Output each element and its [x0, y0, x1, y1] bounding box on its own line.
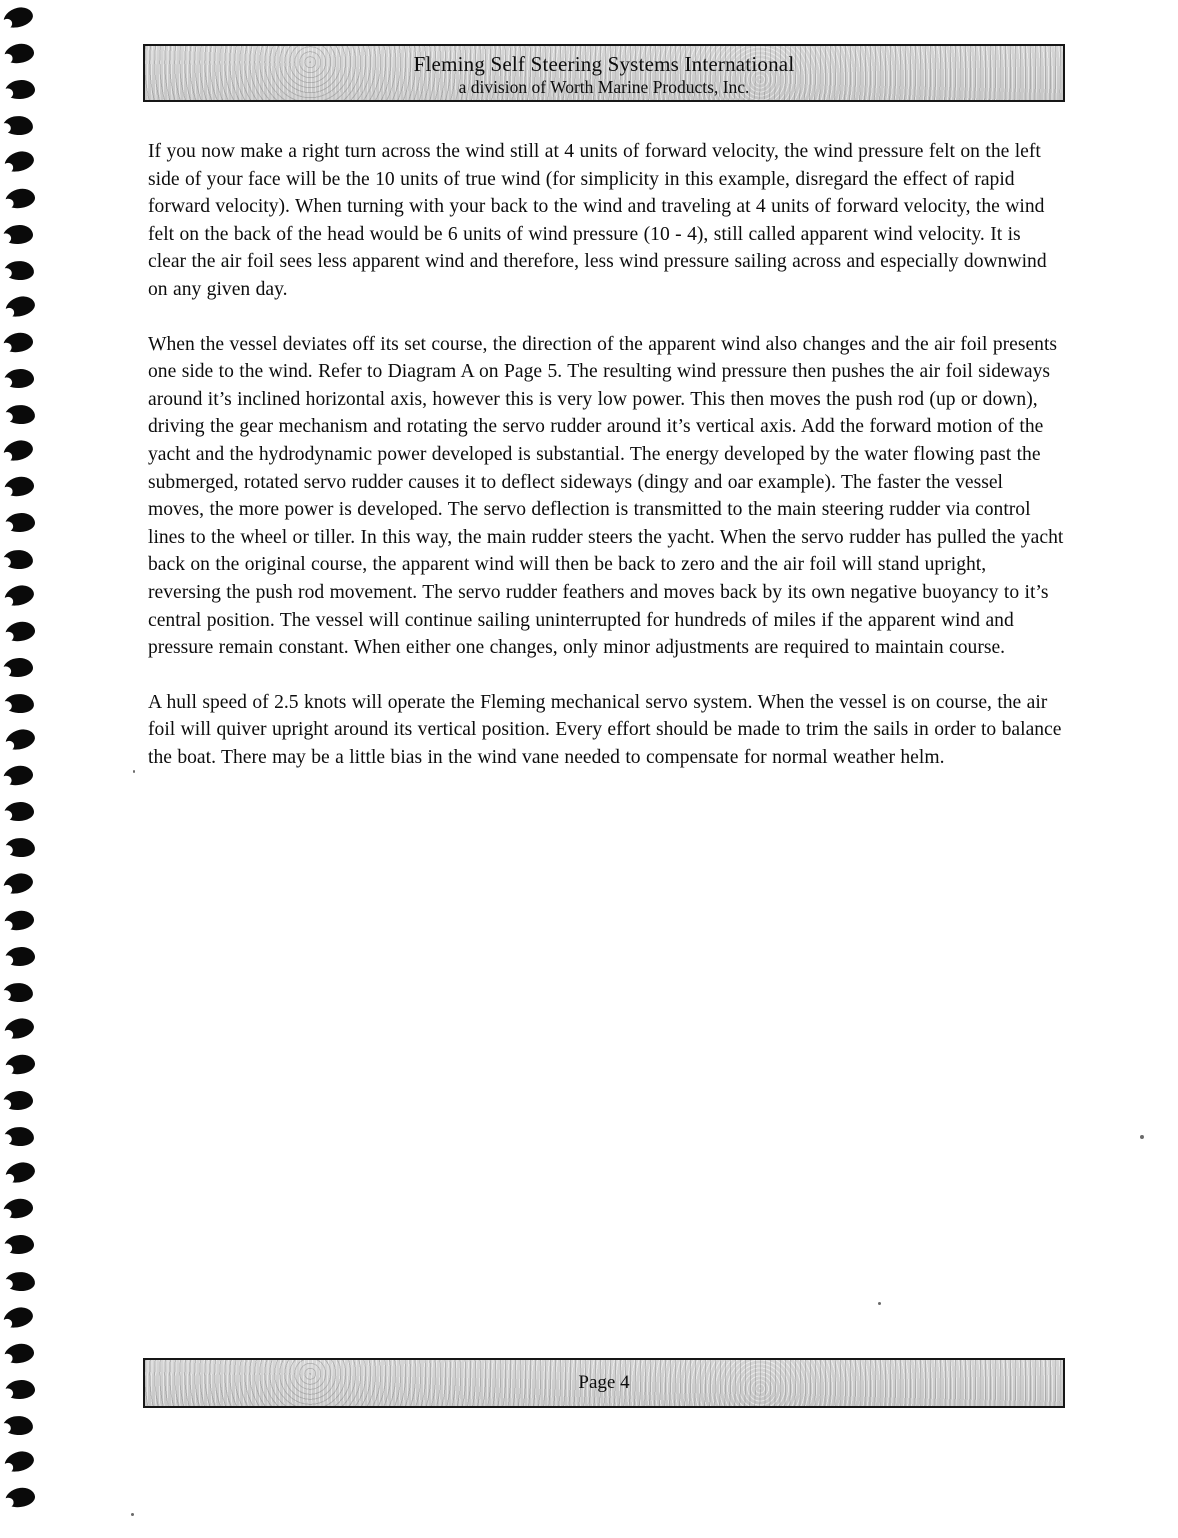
- footer-banner: [143, 1358, 1065, 1408]
- binding-hole: [2, 1449, 36, 1475]
- binding-hole: [1, 5, 35, 31]
- binding-hole: [2, 582, 36, 608]
- binding-hole: [4, 404, 35, 425]
- binding-hole: [4, 1235, 35, 1255]
- binding-hole: [3, 224, 34, 244]
- binding-hole: [3, 475, 35, 498]
- binding-holes: [0, 0, 48, 1538]
- binding-hole: [4, 1270, 35, 1291]
- binding-hole: [3, 727, 37, 753]
- binding-hole: [2, 548, 33, 569]
- binding-hole: [4, 1486, 36, 1509]
- binding-hole: [3, 1342, 35, 1365]
- binding-hole: [3, 1126, 34, 1147]
- binding-hole: [2, 115, 33, 136]
- binding-hole: [1, 438, 35, 464]
- binding-hole: [3, 42, 35, 65]
- binding-hole: [3, 1160, 37, 1186]
- binding-hole: [4, 620, 36, 643]
- paragraph-3: A hull speed of 2.5 knots will operate the Fleming mechanical servo system. When the vessel is on course, the air foil will quiver upright around its vertical position. Every effort should be made to trim the sails in order to balance the boat. There may be a little bias in the wind vane needed to compensate for normal weather helm.: [148, 691, 1062, 768]
- binding-hole: [3, 260, 34, 281]
- company-title: Fleming Self Steering Systems International: [413, 52, 795, 76]
- company-subtitle: a division of Worth Marine Products, Inc.: [458, 77, 750, 97]
- scan-speck: [1140, 1135, 1144, 1139]
- binding-hole: [2, 764, 34, 787]
- binding-hole: [2, 1415, 33, 1436]
- scan-speck: [131, 1513, 134, 1516]
- scan-speck: [878, 1302, 881, 1305]
- binding-hole: [5, 80, 36, 100]
- binding-hole: [3, 693, 34, 714]
- binding-hole: [3, 293, 37, 319]
- binding-hole: [3, 909, 35, 932]
- paragraph-2: When the vessel deviates off its set course, the direction of the apparent wind also changes and the air foil presents one side to the wind. Refer to Diagram A on Page 5. The resulting wind pressure then pushes the air foil sideways around it’s inclined horizontal axis, however this is very low power. This then moves the push rod (up or down), driving the gear mechanism and rotating the servo rudder around it’s vertical axis. Add the forward motion of the yacht and the hydrodynamic power developed is substantial. The energy developed by the water flowing past the submerged, rotated servo rudder causes it to deflect sideways (dingy and oar example). The faster the vessel moves, the more power is developed. The servo deflection is transmitted to the main steering rudder via control lines to the wheel or tiller. In this way, the main rudder steers the yacht. When the servo rudder has pulled the yacht back on the original course, the apparent wind will then be back to zero and the air foil will stand upright, reversing the push rod movement. The servo rudder feathers and moves back by its own negative buoyancy to it’s central position. The vessel will continue sailing uninterrupted for hundreds of miles if the apparent wind and pressure remain constant. When either one changes, only minor adjustments are required to maintain course.: [148, 333, 1064, 659]
- binding-hole: [4, 1053, 36, 1076]
- binding-hole: [3, 1090, 34, 1110]
- binding-hole: [2, 1197, 34, 1220]
- header-banner: [143, 44, 1065, 102]
- binding-hole: [2, 1015, 36, 1041]
- binding-hole: [4, 802, 35, 822]
- paragraph-1: If you now make a right turn across the wind still at 4 units of forward velocity, the wind pressure felt on the left side of your face will be the 10 units of true wind (for simplicity in this example, disregard the effect of rapid forward velocity). When turning with your back to the wind and traveling at 4 units of forward velocity, the wind felt on the back of the head would be 6 units of wind pressure (10 - 4), still called apparent wind velocity. It is clear the air foil sees less apparent wind and therefore, less wind pressure sailing across and especially downwind on any given day.: [148, 141, 1047, 300]
- binding-hole: [2, 982, 33, 1003]
- binding-hole: [3, 657, 34, 677]
- binding-hole: [1, 1304, 35, 1330]
- scan-speck: [133, 770, 135, 773]
- binding-hole: [5, 513, 36, 533]
- binding-hole: [2, 149, 36, 175]
- page-number: Page 4: [578, 1372, 630, 1393]
- binding-hole: [4, 368, 35, 388]
- binding-hole: [5, 1379, 36, 1399]
- binding-hole: [1, 871, 35, 897]
- binding-hole: [4, 187, 36, 210]
- binding-hole: [4, 837, 35, 858]
- document-body: [148, 138, 1064, 798]
- binding-hole: [2, 331, 34, 354]
- binding-hole: [5, 946, 36, 966]
